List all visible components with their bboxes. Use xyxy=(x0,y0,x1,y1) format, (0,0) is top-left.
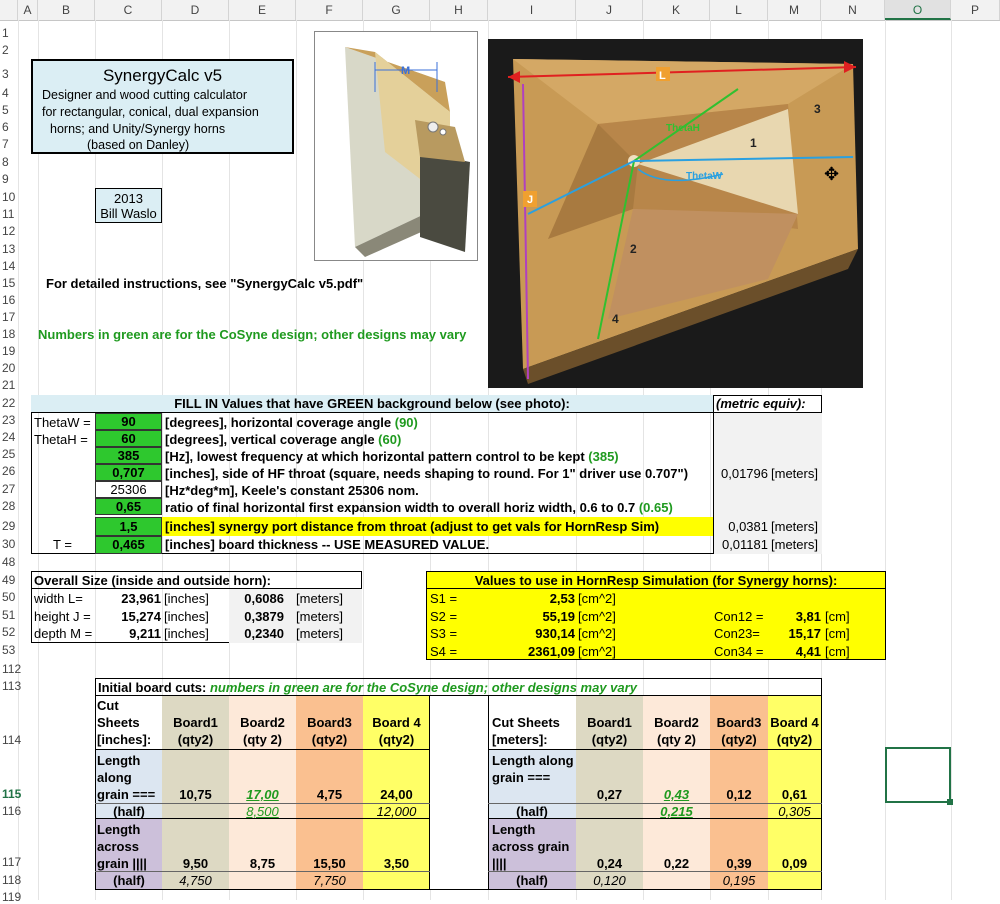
inches-along-half-label: (half) xyxy=(113,804,145,819)
column-header-o[interactable]: O xyxy=(885,0,951,20)
row-header-selected[interactable]: 115 xyxy=(2,787,22,801)
con34-label: Con34 = xyxy=(714,644,764,659)
row-header[interactable]: 3 xyxy=(2,67,9,81)
metric-synergy-unit: [meters] xyxy=(771,519,818,534)
fill-desc-throat: [inches], side of HF throat (square, needs shaping to round. For 1" driver use 0.707") xyxy=(165,466,689,481)
fill-desc-keele: [Hz*deg*m], Keele's constant 25306 nom. xyxy=(165,483,419,498)
input-thetaw[interactable]: 90 xyxy=(95,413,162,430)
row-header[interactable]: 118 xyxy=(2,873,22,887)
meters-across-half-b3: 0,195 xyxy=(722,873,756,888)
row-header[interactable]: 113 xyxy=(2,679,22,693)
row-header[interactable]: 10 xyxy=(2,190,16,204)
s2-value: 55,19 xyxy=(542,609,575,624)
fill-desc-thickness: [inches] board thickness -- USE MEASURED VALUE. xyxy=(165,537,490,552)
con23-value: 15,17 xyxy=(788,626,821,641)
app-title: SynergyCalc v5 xyxy=(102,66,223,85)
label-m: M xyxy=(401,65,411,77)
column-header-j[interactable]: J xyxy=(576,0,643,20)
meters-across-b3: 0,39 xyxy=(726,856,752,871)
overall-width-munit: [meters] xyxy=(296,591,343,606)
metric-header: (metric equiv): xyxy=(713,395,822,413)
column-header-b[interactable]: B xyxy=(38,0,95,20)
inches-along-b4: 24,00 xyxy=(380,787,413,802)
column-header-e[interactable]: E xyxy=(229,0,296,20)
con12-unit: [cm] xyxy=(825,609,850,624)
meters-across-half-b1: 0,120 xyxy=(593,873,626,888)
inches-along-b2[interactable]: 17,00 xyxy=(246,787,279,802)
meters-col-board4: Board 4 (qty2) xyxy=(770,715,819,747)
fill-label-t: T = xyxy=(53,537,72,552)
inches-across-b4: 3,50 xyxy=(383,856,410,871)
instructions-text: For detailed instructions, see "SynergyCalc v5.pdf" xyxy=(46,276,364,291)
horn-side-drawing xyxy=(315,32,477,260)
title-line-3: horns; and Unity/Synergy horns xyxy=(50,122,226,136)
column-header-l[interactable]: L xyxy=(710,0,768,20)
meters-along-b3: 0,12 xyxy=(726,787,752,802)
row-header[interactable]: 20 xyxy=(2,361,16,375)
s1-unit: [cm^2] xyxy=(578,591,616,606)
label-theta-h: ThetaH xyxy=(666,123,700,134)
column-header-bar xyxy=(0,0,1000,21)
metric-thickness: 0,01181 xyxy=(721,537,768,552)
meters-along-b1: 0,27 xyxy=(596,787,623,802)
column-header-f[interactable]: F xyxy=(296,0,363,20)
row-header[interactable]: 6 xyxy=(2,120,9,134)
row-header[interactable]: 1 xyxy=(2,26,9,40)
select-all-corner[interactable] xyxy=(0,0,18,20)
row-header[interactable]: 116 xyxy=(2,804,22,818)
meters-hdr: Cut Sheets [meters]: xyxy=(492,715,560,747)
inches-col-board1: Board1 (qty2) xyxy=(173,715,218,747)
s2-label: S2 = xyxy=(430,609,458,624)
row-header[interactable]: 13 xyxy=(2,242,16,256)
label-theta-w: ThetaW xyxy=(686,171,723,182)
row-header[interactable]: 26 xyxy=(2,464,16,478)
column-header-i[interactable]: I xyxy=(488,0,576,20)
overall-depth-inches: 9,211 xyxy=(129,626,161,641)
column-header-c[interactable]: C xyxy=(95,0,162,20)
row-header[interactable]: 117 xyxy=(2,855,22,869)
column-header-m[interactable]: M xyxy=(768,0,821,20)
con12-label: Con12 = xyxy=(714,609,764,624)
overall-depth-munit: [meters] xyxy=(296,626,343,641)
label-j: J xyxy=(527,194,534,206)
horn-side-photo xyxy=(314,31,478,261)
input-throat[interactable]: 0,707 xyxy=(95,464,162,481)
s3-unit: [cm^2] xyxy=(578,626,616,641)
row-header[interactable]: 30 xyxy=(2,537,16,551)
fill-desc-thetah: [degrees], vertical coverage angle (60) xyxy=(165,432,402,447)
overall-label-height: height J = xyxy=(34,609,91,624)
fill-in-header: FILL IN Values that have GREEN background below (see photo): xyxy=(31,395,713,413)
fill-desc-synergy: [inches] synergy port distance from throat (adjust to get vals for HornResp Sim) xyxy=(165,519,660,534)
fill-label-thetaw: ThetaW = xyxy=(34,415,91,430)
row-header[interactable]: 11 xyxy=(2,207,15,221)
overall-height-meters: 0,3879 xyxy=(244,609,284,624)
input-thickness[interactable]: 0,465 xyxy=(95,536,162,554)
meters-along-label: Length along grain === xyxy=(492,753,574,785)
row-header[interactable]: 112 xyxy=(2,662,22,676)
row-header[interactable]: 119 xyxy=(2,890,22,904)
title-line-1: Designer and wood cutting calculator xyxy=(42,88,247,102)
fill-handle[interactable] xyxy=(947,799,953,805)
input-frequency[interactable]: 385 xyxy=(95,447,162,464)
row-header[interactable]: 53 xyxy=(2,643,16,657)
row-header[interactable]: 52 xyxy=(2,625,16,639)
con34-value: 4,41 xyxy=(795,644,821,659)
s3-value: 930,14 xyxy=(535,626,575,641)
column-header-h[interactable]: H xyxy=(430,0,488,20)
overall-label-depth: depth M = xyxy=(34,626,93,641)
row-header[interactable]: 29 xyxy=(2,519,16,533)
row-header[interactable]: 4 xyxy=(2,86,9,100)
meters-along-half-b4: 0,305 xyxy=(778,804,811,819)
overall-depth-iunit: [inches] xyxy=(164,626,209,641)
inches-hdr: Cut Sheets [inches]: xyxy=(97,698,152,747)
author-year: 2013 xyxy=(114,191,143,206)
inches-across-label: Length across grain |||| xyxy=(97,822,147,871)
overall-header: Overall Size (inside and outside horn): xyxy=(34,573,271,588)
row-header[interactable]: 50 xyxy=(2,590,16,604)
column-header-g[interactable]: G xyxy=(363,0,430,20)
hornresp-header: Values to use in HornResp Simulation (for Synergy horns): xyxy=(474,573,838,588)
title-box xyxy=(31,59,294,154)
overall-label-width: width L= xyxy=(34,591,83,606)
meters-across-half-label: (half) xyxy=(516,873,548,888)
row-header[interactable]: 25 xyxy=(2,447,16,461)
column-header-d[interactable]: D xyxy=(162,0,229,20)
row-header[interactable]: 2 xyxy=(2,43,9,57)
inches-along-half-b4: 12,000 xyxy=(376,804,417,819)
s1-label: S1 = xyxy=(430,591,458,606)
input-synergy-port[interactable]: 1,5 xyxy=(95,517,162,536)
fill-desc-ratio: ratio of final horizontal first expansion width to overall horiz width, 0.6 to 0.7 (0.65) xyxy=(165,500,673,515)
overall-width-iunit: [inches] xyxy=(164,591,209,606)
s2-unit: [cm^2] xyxy=(578,609,616,624)
con12-value: 3,81 xyxy=(795,609,821,624)
row-header[interactable]: 48 xyxy=(2,555,16,569)
s1-value: 2,53 xyxy=(549,591,575,606)
label-1: 1 xyxy=(750,136,757,150)
title-line-2: for rectangular, conical, dual expansion xyxy=(42,105,259,119)
meters-col-board1: Board1 (qty2) xyxy=(587,715,632,747)
row-header[interactable]: 16 xyxy=(2,293,16,307)
s4-label: S4 = xyxy=(430,644,458,659)
inches-along-b3: 4,75 xyxy=(316,787,343,802)
row-header[interactable]: 28 xyxy=(2,499,16,513)
row-header[interactable]: 17 xyxy=(2,310,16,324)
inches-across-b3: 15,50 xyxy=(313,856,346,871)
metric-throat-unit: [meters] xyxy=(771,466,818,481)
s4-value: 2361,09 xyxy=(528,644,575,659)
meters-along-b2[interactable]: 0,43 xyxy=(663,787,690,802)
input-ratio[interactable]: 0,65 xyxy=(95,498,162,515)
overall-width-inches: 23,961 xyxy=(121,591,161,606)
green-note: Numbers in green are for the CoSyne design; other designs may vary xyxy=(38,327,467,342)
author-box xyxy=(95,188,162,223)
column-header-p[interactable]: P xyxy=(951,0,1000,20)
meters-col-board3: Board3 (qty2) xyxy=(716,715,762,747)
row-header[interactable]: 8 xyxy=(2,155,9,169)
author-name: Bill Waslo xyxy=(100,206,157,221)
label-l: L xyxy=(659,70,666,82)
row-header[interactable]: 27 xyxy=(2,482,16,496)
overall-height-munit: [meters] xyxy=(296,609,343,624)
row-header[interactable]: 21 xyxy=(2,378,16,392)
label-3: 3 xyxy=(814,102,821,116)
inches-along-label: Length along grain === xyxy=(97,753,156,802)
s4-unit: [cm^2] xyxy=(578,644,616,659)
fill-desc-thetaw: [degrees], horizontal coverage angle (90) xyxy=(165,415,418,430)
row-header[interactable]: 51 xyxy=(2,608,16,622)
board-cuts-title: Initial board cuts: numbers in green are for the CoSyne design; other designs may vary xyxy=(98,680,637,695)
row-header[interactable]: 15 xyxy=(2,276,16,290)
meters-across-b4: 0,09 xyxy=(781,856,808,871)
metric-synergy: 0,0381 xyxy=(728,519,768,534)
overall-height-inches: 15,274 xyxy=(121,609,161,624)
row-header[interactable]: 22 xyxy=(2,396,16,410)
horn-front-photo xyxy=(488,39,863,388)
row-header[interactable]: 18 xyxy=(2,327,16,341)
row-header[interactable]: 114 xyxy=(2,733,22,747)
overall-depth-meters: 0,2340 xyxy=(244,626,284,641)
title-line-4: (based on Danley) xyxy=(87,138,190,152)
row-header[interactable]: 23 xyxy=(2,413,16,427)
metric-throat: 0,01796 xyxy=(721,466,768,481)
inches-col-board4: Board 4 (qty2) xyxy=(372,715,421,747)
con23-label: Con23= xyxy=(714,626,760,641)
row-header[interactable]: 19 xyxy=(2,344,16,358)
selected-cell[interactable] xyxy=(885,747,951,803)
fill-desc-frequency: [Hz], lowest frequency at which horizontal pattern control to be kept (385) xyxy=(165,449,619,464)
move-cursor-icon: ✥ xyxy=(824,164,840,184)
inches-col-board2: Board2 (qty 2) xyxy=(240,715,285,747)
meters-along-half-b2[interactable]: 0,215 xyxy=(660,804,693,819)
meters-col-board2: Board2 (qty 2) xyxy=(654,715,699,747)
label-4: 4 xyxy=(612,312,619,326)
overall-height-iunit: [inches] xyxy=(164,609,209,624)
column-header-n[interactable]: N xyxy=(821,0,885,20)
meters-along-half-label: (half) xyxy=(516,804,548,819)
row-header[interactable]: 12 xyxy=(2,224,16,238)
row-header[interactable]: 5 xyxy=(2,103,9,117)
con34-unit: [cm] xyxy=(825,644,850,659)
meters-along-b4: 0,61 xyxy=(781,787,808,802)
inches-along-half-b2[interactable]: 8,500 xyxy=(246,804,279,819)
inches-col-board3: Board3 (qty2) xyxy=(307,715,352,747)
horn-front-drawing xyxy=(488,39,863,388)
inches-across-half-b3: 7,750 xyxy=(313,873,346,888)
inches-across-b1: 9,50 xyxy=(182,856,209,871)
meters-across-label: Length across grain |||| xyxy=(492,822,570,871)
row-header[interactable]: 14 xyxy=(2,259,16,273)
inches-along-b1: 10,75 xyxy=(179,787,212,802)
input-thetah[interactable]: 60 xyxy=(95,430,162,447)
inches-across-b2: 8,75 xyxy=(249,856,276,871)
inches-across-half-label: (half) xyxy=(113,873,145,888)
inches-across-half-b1: 4,750 xyxy=(179,873,212,888)
row-header[interactable]: 9 xyxy=(2,172,9,186)
column-header-k[interactable]: K xyxy=(643,0,710,20)
row-header[interactable]: 7 xyxy=(2,137,9,151)
column-header-a[interactable]: A xyxy=(18,0,38,20)
con23-unit: [cm] xyxy=(825,626,850,641)
fill-label-thetah: ThetaH = xyxy=(34,432,88,447)
row-header[interactable]: 49 xyxy=(2,573,16,587)
metric-thickness-unit: [meters] xyxy=(771,537,818,552)
s3-label: S3 = xyxy=(430,626,458,641)
label-2: 2 xyxy=(630,242,637,256)
row-header[interactable]: 24 xyxy=(2,430,16,444)
input-keele[interactable]: 25306 xyxy=(95,481,162,498)
meters-across-b1: 0,24 xyxy=(596,856,623,871)
meters-across-b2: 0,22 xyxy=(663,856,690,871)
overall-width-meters: 0,6086 xyxy=(244,591,284,606)
